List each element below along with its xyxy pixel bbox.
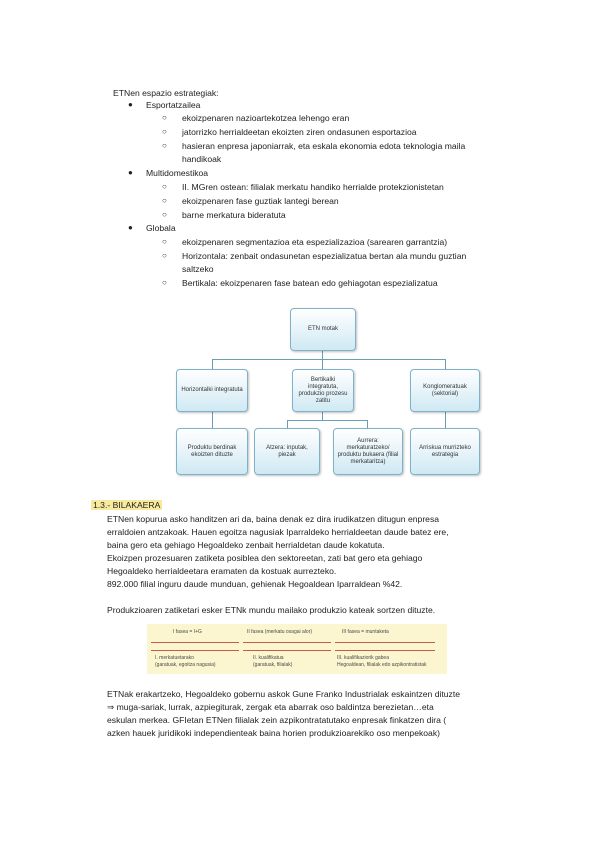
arrow-line [151, 642, 239, 643]
list-item-continuation: saltzeko [182, 264, 214, 274]
skill-label: I. merkatuetarako [155, 655, 194, 661]
paragraph-line: ETNak erakartzeko, Hegoaldeko gobernu askok Gune Franko Industrialak eskaintzen dituzte [107, 689, 461, 699]
circle-bullet-icon: ○ [162, 127, 167, 136]
production-chain-banner [147, 624, 447, 674]
arrow-line [243, 650, 331, 651]
list-item: barne merkatura bideratuta [182, 210, 286, 220]
paragraph-line: ETNen kopurua asko handitzen ari da, baina denak ez dira irudikatzen ditugun enpresa [107, 514, 440, 524]
connector-line [445, 359, 446, 369]
list-item: II. MGren ostean: filialak merkatu handiko herrialde protekzionistetan [182, 182, 444, 192]
arrow-line [335, 642, 435, 643]
section-heading [91, 499, 162, 511]
diagram-leaf-conglomerate: Arriskua murrizteko estrategia [410, 428, 480, 475]
bullet-dot: ● [128, 100, 133, 109]
paragraph-line: eskulan merkea. GFIetan ETNen filialak zein azpikontratatutako enpresak finkatzen dira ( [107, 715, 447, 725]
list-item: ekoizpenaren nazioartekotzea lehengo eran [182, 113, 350, 123]
list-item-continuation: handikoak [182, 154, 222, 164]
bullet-dot: ● [128, 223, 133, 232]
circle-bullet-icon: ○ [162, 251, 167, 260]
circle-bullet-icon: ○ [162, 182, 167, 191]
arrow-line [243, 642, 331, 643]
list-item: Bertikala: ekoizpenaren fase batean edo gehiagotan espezializatua [182, 278, 438, 288]
diagram-leaf-horizontal: Produktu berdinak ekoizten dituzte [176, 428, 248, 475]
list-item: jatorrizko herrialdeetan ekoizten ziren ondasunen esportazioa [182, 127, 417, 137]
paragraph-line: 892.000 filial inguru daude munduan, gehienak Hegoaldean Iparraldean %42. [107, 579, 403, 589]
connector-line [287, 420, 367, 421]
arrow-line [335, 650, 435, 651]
diagram-leaf-upstream: Atzera: inputak, piezak [254, 428, 320, 475]
circle-bullet-icon: ○ [162, 278, 167, 287]
phase-label: II fasea (merkatu osagai alor) [247, 629, 313, 635]
list-item: ekoizpenaren segmentazioa eta espezializazioa (sarearen garrantzia) [182, 237, 448, 247]
group-label-globala: Globala [146, 223, 176, 233]
phase-label: III fasea = muntaketa [342, 629, 389, 635]
diagram-leaf-downstream: Aurrera: merkaturatzeko/ produktu bukaera (filial merkataritza) [333, 428, 403, 475]
group-label-esportatzailea: Esportatzailea [146, 100, 201, 110]
section-heading-text: 1.3.- BILAKAERA [93, 500, 161, 510]
circle-bullet-icon: ○ [162, 210, 167, 219]
bullet-dot: ● [128, 168, 133, 177]
paragraph-line: Ekoizpen prozesuaren zatiketa posiblea den sektoreetan, zati bat gero eta gehiago [107, 553, 423, 563]
phase-label: I fasea = I+G [173, 629, 202, 635]
paragraph-line: erraldoien antzakoak. Hauen egoitza nagusiak Iparraldeko herrialdeetan daude batez ere, [107, 527, 449, 537]
skill-label: Hegoaldean, filialak edo azpikontratistak [337, 662, 427, 668]
connector-line [322, 359, 323, 369]
connector-line [445, 412, 446, 428]
group-label-multidomestikoa: Multidomestikoa [146, 168, 209, 178]
arrow-line [151, 650, 239, 651]
skill-label: II. kualifikatua [253, 655, 284, 661]
connector-line [212, 359, 213, 369]
list-item: Horizontala: zenbait ondasunetan espezializatua bertan ala mundu guztian [182, 251, 467, 261]
diagram-vertical-box: Bertikalki integratuta, produkzio prozesu zatitu [292, 369, 354, 412]
connector-line [212, 412, 213, 428]
skill-label: III. kualifikaziorik gabea [337, 655, 389, 661]
list-item: ekoizpenaren fase guztiak lantegi berean [182, 196, 339, 206]
paragraph-line: ⇒ muga-sariak, lurrak, azpiegiturak, zergak eta abarrak oso baldintza berezietan…eta [107, 702, 434, 712]
paragraph-line: azken hauek juridikoki independienteak baina horien produkzioarekiko oso menpekoak) [107, 728, 440, 738]
connector-line [322, 412, 323, 420]
intro-heading: ETNen espazio estrategiak: [113, 88, 219, 98]
paragraph-line: Produkzioaren zatiketari esker ETNk mundu mailako produkzio kateak sortzen dituzte. [107, 605, 436, 615]
connector-line [287, 420, 288, 428]
circle-bullet-icon: ○ [162, 196, 167, 205]
connector-line [322, 351, 323, 359]
connector-line [367, 420, 368, 428]
diagram-horizontal-box: Horizontalki integratuta [176, 369, 248, 412]
connector-line [212, 359, 445, 360]
circle-bullet-icon: ○ [162, 141, 167, 150]
diagram-conglomerate-box: Konglomeratuak (sektorial) [410, 369, 480, 412]
paragraph-line: Hegoaldeko herrialdeetara eramaten da kostuak aurrezteko. [107, 566, 337, 576]
skill-label: (garatuak, filialak) [253, 662, 293, 668]
circle-bullet-icon: ○ [162, 237, 167, 246]
circle-bullet-icon: ○ [162, 113, 167, 122]
skill-label: (garatuak, egoitza nagusia) [155, 662, 216, 668]
diagram-root-box: ETN motak [290, 308, 356, 351]
list-item: hasieran enpresa japoniarrak, eta eskala ekonomia edota teknologia maila [182, 141, 466, 151]
paragraph-line: baina gero eta gehiago Hegoaldeko zenbait herrialdetan daude kokatuta. [107, 540, 385, 550]
